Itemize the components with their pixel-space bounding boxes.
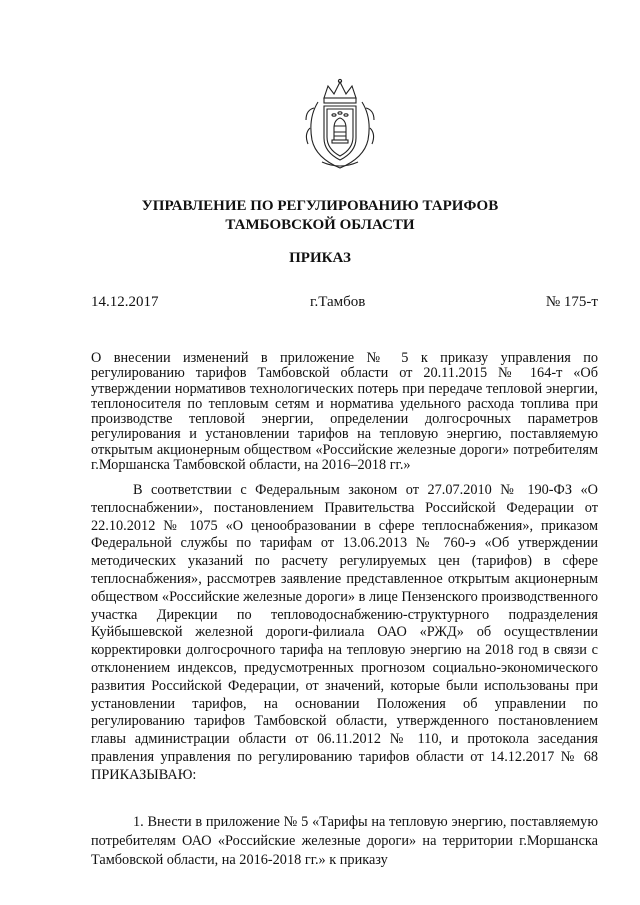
document-number: № 175-т: [545, 294, 598, 310]
order-item-1: 1. Внести в приложение № 5 «Тарифы на тепловую энергию, поставляемую потребителям ОАО «Российские железные дороги» на территории г.Моршанска Тамбовской области, на 2016-2018 гг.» к приказу: [91, 814, 598, 868]
preamble-paragraph: В соответствии с Федеральным законом от 27.07.2010 № 190-ФЗ «О теплоснабжении», постановлением Правительства Российской Федерации от 22.10.2012 № 1075 «О ценообразовании в сфере теплоснабжения», приказом Федеральной службы по тарифам от 13.06.2013 № 760-э «Об утверждении методических указаний по расчету регулируемых цен (тарифов) в сфере теплоснабжения», рассмотрев заявление представленное открытым акционерным обществом «Российские железные дороги» в лице Пензенского производственного участка Дирекции по тепловодоснабжению-структурного подразделения Куйбышевской железной дороги-филиала ОАО «РЖД» об осуществлении корректировки долгосрочного тарифа на тепловую энергию на 2018 год в связи с отклонением индексов, предусмотренных прогнозом социально-экономического развития Российской Федерации, от значений, которые были использованы при установлении тарифов, на основании Положения об управлении по регулированию тарифов Тамбовской области, утвержденного постановлением главы администрации области от 06.11.2012 № 110, и протокола заседания правления управления по регулированию тарифов области от 14.12.2017 № 68 ПРИКАЗЫВАЮ:: [91, 482, 598, 783]
document-city: г.Тамбов: [310, 294, 366, 310]
document-date: 14.12.2017: [91, 294, 159, 310]
document-subject: О внесении изменений в приложение № 5 к приказу управления по регулированию тарифов Тамбовской области от 20.11.2015 № 164-т «Об утверждении нормативов технологических потерь при передаче тепловой энергии, теплоносителя по тепловым сетям и норматива удельного расхода топлива при производстве тепловой энергии, определении долгосрочных параметров регулирования и установлении тарифов на тепловую энергию, поставляемую открытым акционерным обществом «Российские железные дороги» потребителям г.Моршанска Тамбовской области, на 2016–2018 гг.»: [91, 350, 598, 474]
coat-of-arms-emblem-icon: [300, 78, 380, 170]
organization-name-line2: ТАМБОВСКОЙ ОБЛАСТИ: [225, 217, 415, 233]
organization-name-line1: УПРАВЛЕНИЕ ПО РЕГУЛИРОВАНИЮ ТАРИФОВ: [141, 198, 499, 214]
document-type-title: ПРИКАЗ: [289, 250, 351, 266]
